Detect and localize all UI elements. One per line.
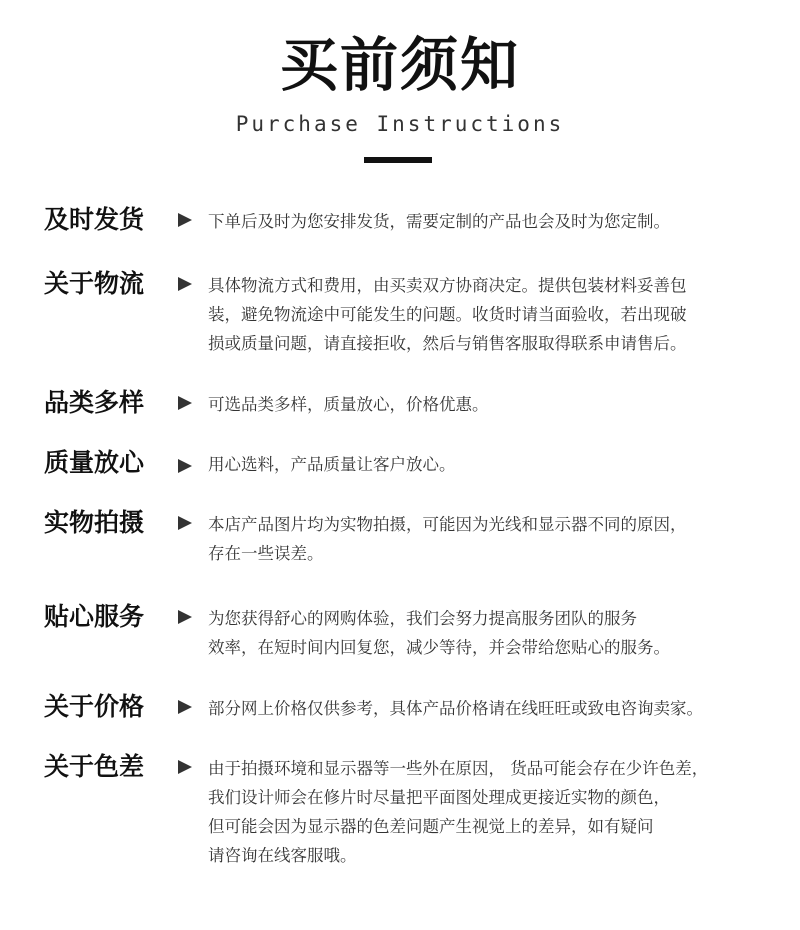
section-text-line: 本店产品图片均为实物拍摄，可能因为光线和显示器不同的原因， xyxy=(208,515,687,534)
arrow-right-icon xyxy=(178,213,192,227)
section-text-line: 由于拍摄环境和显示器等一些外在原因， 货品可能会存在少许色差， xyxy=(208,759,709,778)
arrow-right-icon xyxy=(178,610,192,624)
section-text-line: 可选品类多样，质量放心，价格优惠。 xyxy=(208,395,489,414)
page-subtitle: Purchase Instructions xyxy=(235,112,565,136)
section-text xyxy=(208,390,768,419)
section-text-line: 我们设计师会在修片时尽量把平面图处理成更接近实物的颜色， xyxy=(208,788,670,807)
section-text xyxy=(208,510,768,568)
arrow-right-icon xyxy=(178,277,192,291)
section-text-line: 为您获得舒心的网购体验，我们会努力提高服务团队的服务 xyxy=(208,609,637,628)
section-label: 实物拍摄 xyxy=(44,508,145,537)
section-label: 关于价格 xyxy=(44,692,145,721)
section-text-line: 损或质量问题，请直接拒收，然后与销售客服取得联系申请售后。 xyxy=(208,334,687,353)
arrow-right-icon xyxy=(178,459,192,473)
section-label: 关于物流 xyxy=(44,269,145,298)
section-text-line: 效率，在短时间内回复您，减少等待，并会带给您贴心的服务。 xyxy=(208,638,670,657)
section-text-line: 但可能会因为显示器的色差问题产生视觉上的差异，如有疑问 xyxy=(208,817,654,836)
section-label: 贴心服务 xyxy=(44,602,145,631)
section-text-line: 请咨询在线客服哦。 xyxy=(208,846,357,865)
section-text-line: 用心选料，产品质量让客户放心。 xyxy=(208,455,456,474)
section-text xyxy=(208,694,768,723)
arrow-right-icon xyxy=(178,516,192,530)
arrow-right-icon xyxy=(178,396,192,410)
section-text-line: 下单后及时为您安排发货，需要定制的产品也会及时为您定制。 xyxy=(208,212,670,231)
section-text xyxy=(208,450,768,479)
section-text xyxy=(208,754,768,870)
title-underline xyxy=(364,157,432,163)
section-text-line: 具体物流方式和费用，由买卖双方协商决定。提供包装材料妥善包 xyxy=(208,276,687,295)
section-text xyxy=(208,271,768,358)
page-title: 买前须知 xyxy=(279,31,520,99)
section-text-line: 存在一些误差。 xyxy=(208,544,324,563)
section-text xyxy=(208,604,768,662)
section-text-line: 装，避免物流途中可能发生的问题。收货时请当面验收，若出现破 xyxy=(208,305,687,324)
section-label: 品类多样 xyxy=(44,388,145,417)
section-label: 及时发货 xyxy=(44,205,145,234)
section-text xyxy=(208,207,768,236)
section-label: 关于色差 xyxy=(44,752,145,781)
arrow-right-icon xyxy=(178,700,192,714)
arrow-right-icon xyxy=(178,760,192,774)
section-label: 质量放心 xyxy=(44,448,145,477)
section-text-line: 部分网上价格仅供参考，具体产品价格请在线旺旺或致电咨询卖家。 xyxy=(208,699,703,718)
